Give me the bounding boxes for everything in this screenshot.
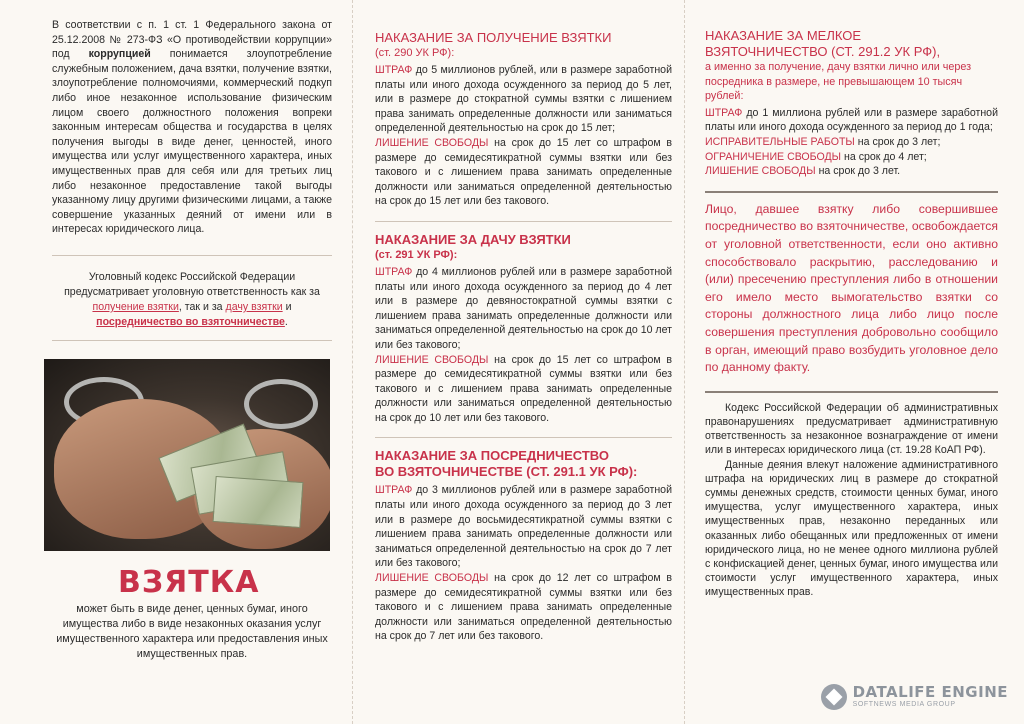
fine-label: ШТРАФ [705, 106, 743, 119]
section-title-line2: ВЗЯТОЧНИЧЕСТВО (СТ. 291.2 УК РФ), [705, 44, 941, 59]
criminal-code-note [52, 270, 332, 330]
handcuff-ring [244, 379, 318, 429]
divider [705, 391, 998, 393]
correctional-labor-label: ИСПРАВИТЕЛЬНЫЕ РАБОТЫ [705, 135, 855, 148]
fine-text: до 1 миллиона рублей или в размере заработной платы или иного дохода осужденного за период до 1 года; [705, 106, 998, 134]
imprisonment-text: на срок до 15 лет со штрафом в размере до семидесятикратной суммы взятки или без такового и с лишением права занимать определенные должности или заниматься определенной деятельностью на срок до 15 лет или без такового. [375, 136, 672, 208]
imprisonment-label: ЛИШЕНИЕ СВОБОДЫ [375, 353, 489, 366]
penalty-receiving [375, 30, 672, 209]
admin-code-note: Кодекс Российской Федерации об административных правонарушениях предусматривает административную ответственность за незаконное вознаграждение от имени или в интересах юридического лица (ст. 19.28 КоАП РФ). [705, 401, 998, 457]
restriction-text: на срок до 4 лет; [844, 150, 927, 163]
penalty-mediation [375, 448, 672, 644]
term-receiving-bribe: получение взятки [92, 300, 179, 313]
watermark-subtitle: SOFTNEWS MEDIA GROUP [852, 701, 956, 708]
section-title: НАКАЗАНИЕ ЗА ПОЛУЧЕНИЕ ВЗЯТКИ [375, 30, 612, 45]
penalty-petty-bribery [705, 28, 998, 179]
imprisonment-label: ЛИШЕНИЕ СВОБОДЫ [705, 165, 816, 178]
dollar-bill [213, 476, 304, 528]
fine-label: ШТРАФ [375, 484, 413, 497]
handcuffed-hands-photo [44, 359, 330, 551]
imprisonment-label: ЛИШЕНИЕ СВОБОДЫ [375, 136, 489, 149]
section-title: НАКАЗАНИЕ ЗА ПОСРЕДНИЧЕСТВО [375, 448, 609, 464]
term-mediation: посредничество во взяточничестве [96, 315, 285, 328]
restriction-label: ОГРАНИЧЕНИЕ СВОБОДЫ [705, 150, 842, 163]
intro-text-end: понимается злоупотребление служебным положением, дача взятки, получение взятки, злоупотребление полномочиями, коммерческий подкуп либо иное незаконное использование физическим лицом своего должностного положения вопреки законным интересам общества и государства в целях получения выгоды в виде денег, ценностей, иного имущества или услуг имущественного характера, иных имущественных прав для себя или для третьих лиц либо незаконное предоставление такой выгоды указанному лицу другими физическими лицами, а также совершение указанных деяний от имени или в интересах юридического лица. [52, 48, 332, 236]
fine-label: ШТРАФ [375, 64, 413, 76]
admin-fine-note: Данные деяния влекут наложение административного штрафа на юридических лиц в размере до стократной суммы денежных средств, стоимости ценных бумаг, иного имущества, услуг имущественного характера, иных имущественных прав, незаконно переданных или оказанных либо обещанных или предложенных от имени юридического лица, но не менее одного миллиона рублей с конфискацией денег, ценных бумаг, иного имущества или стоимости услуг имущественного характера, иных имущественных прав. [705, 458, 998, 599]
imprisonment-text: на срок до 3 лет. [818, 165, 901, 178]
bribe-definition: может быть в виде денег, ценных бумаг, иного имущества либо в виде незаконных оказания услуг имущественного характера или предоставления иных имущественных прав. [56, 602, 328, 660]
code-text: и [285, 300, 292, 313]
code-text: , так и за [178, 300, 223, 313]
section-title: НАКАЗАНИЕ ЗА МЕЛКОЕ [705, 28, 862, 43]
exemption-note: Лицо, давшее взятку либо совершившее посредничество во взяточничестве, освобождается от уголовной ответственности, если оно активно способствовало раскрытию, расследованию и (или) пресечению преступления либо в отношении его имело место вымогательство взятки со стороны должностного лица либо лицо после совершения преступления добровольно сообщило в орган, имеющий право возбудить уголовное дело по данному факту. [705, 201, 998, 375]
datalife-logo-icon [821, 684, 847, 710]
imprisonment-text: на срок до 15 лет со штрафом в размере до семидесятикратной суммы взятки или без такового и с лишением права занимать определенные должности или заниматься определенной деятельностью на срок до 10 лет или без такового. [375, 353, 672, 424]
datalife-engine-watermark [821, 684, 1008, 710]
fine-text: до 4 миллионов рублей или в размере заработной платы или иного дохода осужденного за период до 4 лет или в размере до девяностократной суммы взятки с лишением права занимать определенные должности или заниматься определенной деятельностью на срок до 10 лет или без такового; [375, 265, 672, 351]
correctional-labor-text: на срок до 3 лет; [857, 135, 941, 148]
code-text: Уголовный кодекс Российской Федерации предусматривает уголовную ответственность как за [64, 270, 320, 298]
section-article: (ст. 290 УК РФ): [375, 47, 455, 59]
corruption-definition [52, 18, 332, 237]
watermark-title: DATALIFE ENGINE [852, 683, 1008, 701]
divider [375, 437, 672, 438]
term-giving-bribe: дачу взятки [225, 300, 283, 313]
penalty-giving [375, 232, 672, 426]
fine-label: ШТРАФ [375, 265, 413, 278]
bribe-title: ВЗЯТКА [118, 564, 260, 600]
fine-text: до 5 миллионов рублей, или в размере заработной платы или иного дохода осужденного за период до 5 лет, или в размере до стократной суммы взятки с лишением права занимать определенные должности или заниматься определенной деятельностью на срок до 15 лет; [375, 64, 672, 135]
divider [375, 221, 672, 222]
divider [52, 340, 332, 341]
imprisonment-label: ЛИШЕНИЕ СВОБОДЫ [375, 572, 489, 585]
intro-keyword: коррупцией [88, 48, 151, 61]
divider [52, 255, 332, 256]
section-title: НАКАЗАНИЕ ЗА ДАЧУ ВЗЯТКИ [375, 231, 571, 247]
section-article: (ст. 291 УК РФ): [375, 248, 458, 261]
imprisonment-text: на срок до 12 лет со штрафом в размере до семидесятикратной суммы взятки или без такового и с лишением права занимать определенные должности или заниматься определенной деятельностью на срок до 7 лет или без такового. [375, 572, 672, 643]
divider [705, 191, 998, 193]
intro-text-start: В соответствии с п. 1 ст. 1 Федерального закона от 25.12.2008 № 273-ФЗ «О противодействии коррупции» под [52, 19, 332, 61]
left-column [0, 0, 350, 724]
middle-column [352, 0, 682, 724]
right-column [684, 0, 1024, 724]
fine-text: до 3 миллионов рублей или в размере заработной платы или иного дохода осужденного за период до 3 лет или в размере до восьмидесятикратной суммы взятки с лишением права занимать определенные должности или заниматься определенной деятельностью на срок до 7 лет или без такового; [375, 484, 672, 570]
code-text: . [284, 315, 288, 328]
section-title-line2: ВО ВЗЯТОЧНИЧЕСТВЕ (СТ. 291.1 УК РФ): [375, 464, 638, 480]
section-subtitle: а именно за получение, дачу взятки лично или через посредника в размере, не превышающем 10 тысяч рублей: [705, 61, 972, 103]
